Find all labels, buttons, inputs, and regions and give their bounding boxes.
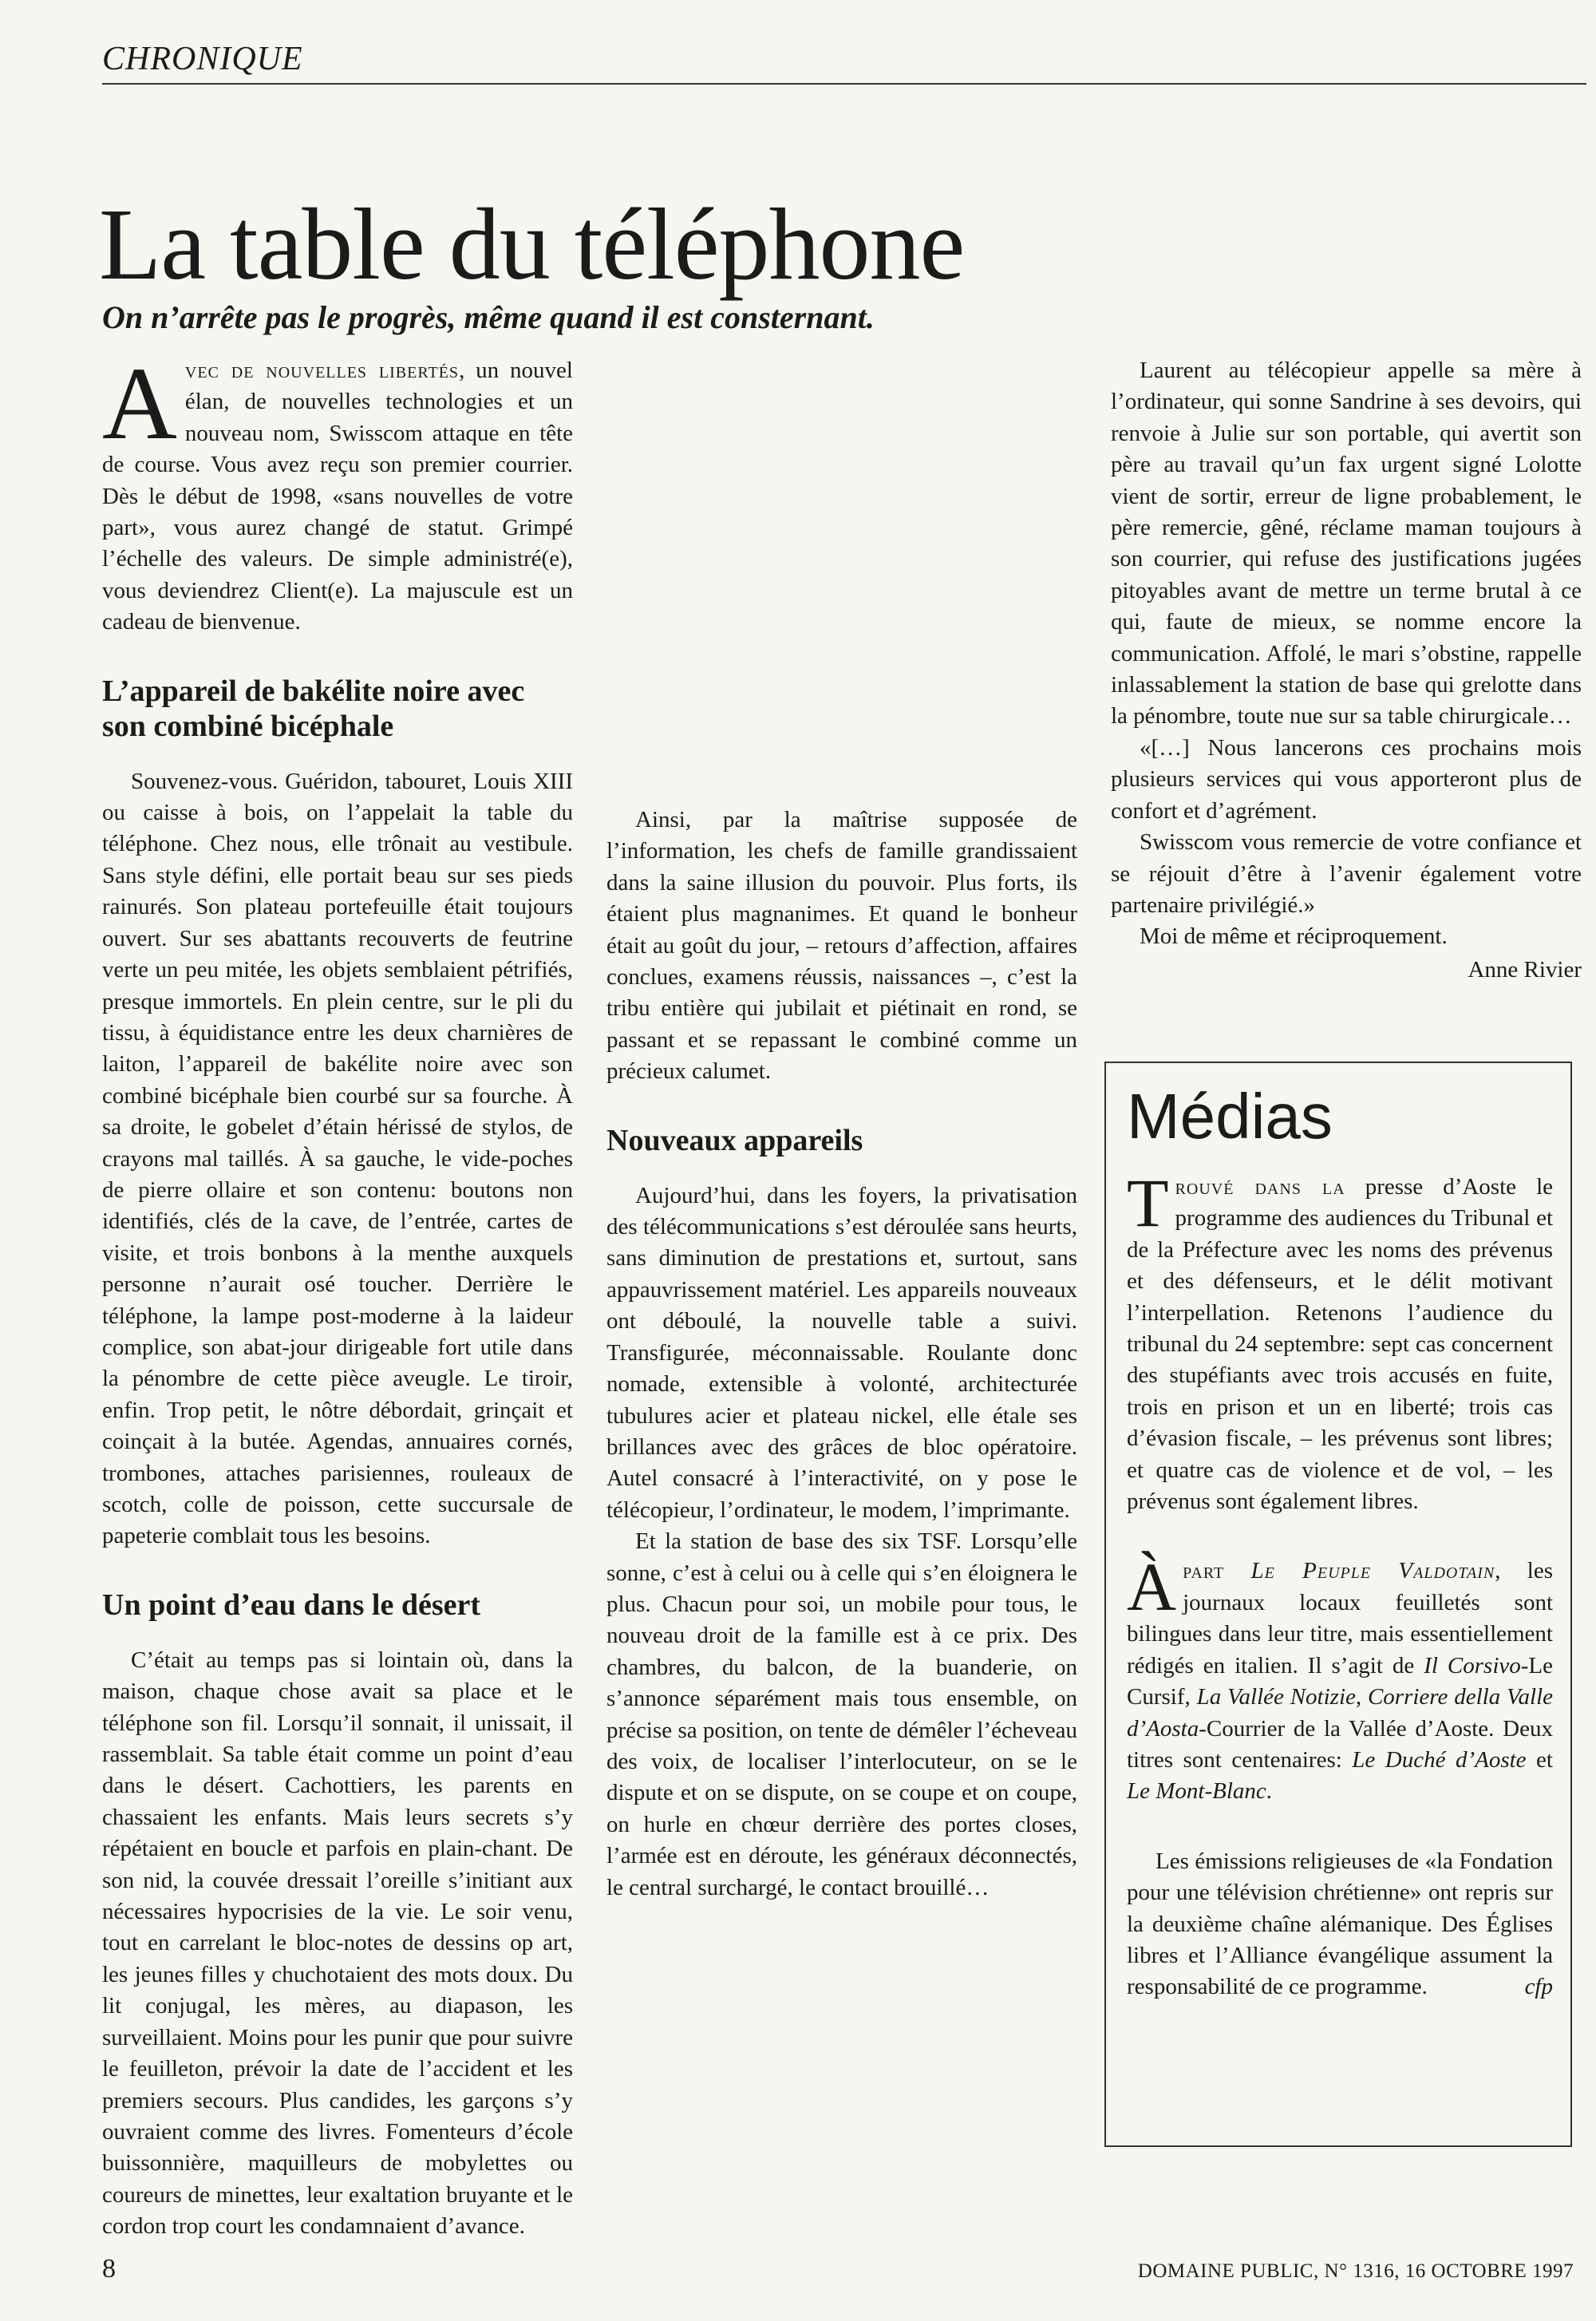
intro-small-caps: vec de nouvelles libertés [184,358,460,383]
article-subtitle: On n’arrête pas le progrès, même quand il est consternant. [102,299,875,335]
section-heading: L’appareil de bakélite noire avec son combiné bicéphale [102,674,525,743]
box-credit: cfp [1524,1974,1553,2000]
publication-footer: DOMAINE PUBLIC, N° 1316, 16 OCTOBRE 1997 [1137,2260,1574,2282]
paragraph: Laurent au télécopieur appelle sa mère à l’ordinateur, qui sonne Sandrine à ses devoirs, qui renvoie à Julie sur son portable, qui avertit son père au travail qu’un fax urgent signé Lolotte vient de sortir, erreur de ligne probablement, le père remercie, gêné, réclame maman toujours à son courrier, qui refuse des justifications jugées pitoyables avant de mettre un terme brutal à ce qui, faute de mieux, se nomme encore la communication. Affolé, le mari s’obstine, rappelle inlassablement la station de base qui grelotte dans la pénombre, toute nue sur sa table chirurgicale… [1111,358,1582,730]
newspaper-title: Le Peuple Valdotain [1250,1558,1495,1584]
article-title: La table du téléphone [99,187,965,301]
drop-cap: A [102,346,177,461]
intro-paragraph [102,346,573,639]
paragraph: Et la station de base des six TSF. Lorsqu’elle sonne, c’est à celui ou à celle qui s’en éloignera le plus. Chacun pour soi, un mobile pour tous, le nouveau droit de la famille est à ce prix. Des chambres, du balcon, de la buanderie, on s’annonce séparément mais tous ensemble, on précise sa position, on tente de démêler l’écheveau des voix, de localiser l’interlocuteur, on se le dispute et on se dispute, on se coupe et on coupe, on hurle en chœur derrière des portes closes, l’armée est en déroute, les généraux déconnectés, le central surchargé, le contact brouillé… [606,1528,1077,1900]
box-text: presse d’Aoste le programme des audiences du Tribunal et de la Préfecture avec les noms des prévenus et des défenseurs, et le délit motivant l’interpellation. Retenons l’audience du tribunal du 24 septembre: sept cas concernent des stupéfiants avec trois accusés en fuite, trois en prison et un en liberté; trois cas d’évasion fiscale, – les prévenus sont libres; et quatre cas de violence et de vol, – les prévenus sont également libres. [1127,1174,1553,1515]
small-caps: rouvé dans la [1175,1174,1345,1200]
paragraph: Ainsi, par la maîtrise supposée de l’information, les chefs de famille grandissaient dans la saine illusion du pouvoir. Plus forts, ils étaient plus magnanimes. Et quand le bonheur était au goût du jour, – retours d’affection, affaires conclues, examens réussis, naissances –, c’est la tribu entière qui jubilait et piétinait en rond, se passant et se repassant le combiné comme un précieux calumet. [606,807,1077,1085]
rubric: CHRONIQUE [102,41,303,77]
box-text: et [1526,1746,1553,1773]
box-paragraph [1127,1846,1553,2003]
paragraph: Aujourd’hui, dans les foyers, la privatisation des télécommunications s’est déroulée sans heurts, sans diminution de prestations et, surtout, sans appauvrissement matériel. Les appareils nouveaux ont déboulé, la nouvelle table a suivi. Transfigurée, méconnaissable. Roulante donc nomade, extensible à volonté, architecturée tubulures acier et plateau nickel, elle étale ses brillances avec des grâces de bloc opératoire. Autel consacré à l’interactivité, on y pose le télécopieur, l’ordinateur, le modem, l’imprimante. [606,1182,1077,1523]
newspaper-title: Le Duché d’Aoste [1352,1746,1527,1773]
drop-cap: À [1127,1548,1177,1626]
box-text: , les journaux locaux feuilletés sont bilingues dans leur titre, mais essentiellement rédigés en italien. Il s’agit de [1127,1558,1553,1678]
newspaper-title: La Vallée Notizie, Corriere della Valle d’Aosta [1127,1684,1553,1742]
intro-text: , un nouvel élan, de nouvelles technologies et un nouveau nom, Swisscom attaque en tête de course. Vous avez reçu son premier courrier. Dès le début de 1998, «sans nouvelles de votre part», vous aurez changé de statut. Grimpé l’échelle des valeurs. De simple administré(e), vous deviendrez Client(e). La majuscule est un cadeau de bienvenue. [102,358,573,635]
newspaper-title: Le Mont-Blanc [1127,1778,1266,1805]
paragraph: Souvenez-vous. Guéridon, tabouret, Louis XIII ou caisse à bois, on l’appelait la table du téléphone. Chez nous, elle trônait au vestibule. Sans style défini, elle portait beau sur ses pieds rainurés. Son plateau portefeuille était toujours ouvert. Sur ses abattants recouverts de feutrine verte un peu mitée, les objets semblaient pétrifiés, presque immortels. En plein centre, sur le pli du tissu, à équidistance entre les deux charnières de laiton, l’appareil de bakélite noire avec son combiné bicéphale bien courbé sur sa fourche. À sa droite, le gobelet d’étain hérissé de stylos, de crayons mal taillés. À sa gauche, le vide-poches de pierre ollaire et son contenu: boutons non identifiés, clés de la cave, de l’entrée, cartes de visite, et trois bonbons à la menthe auxquels personne n’aurait osé toucher. Derrière le téléphone, la lampe post-moderne à la laideur complice, son abat-jour dirigeable fort utile dans la pénombre de cette pièce aveugle. Le tiroir, enfin. Trop petit, le nôtre débordait, grinçait et coinçait à la butée. Agendas, annuaires cornés, trombones, attaches parisiennes, rouleaux de scotch, colle de poisson, cette succursale de papeterie comblait tous les besoins. [102,768,573,1549]
column-1 [102,346,573,2243]
box-text: -Courrier de la Vallée d’Aoste. Deux titres sont centenaires: [1127,1715,1553,1773]
box-text: . [1266,1778,1273,1805]
box-paragraph [1127,1548,1554,1807]
column-2 [606,805,1077,1904]
small-caps: part [1183,1558,1225,1584]
paragraph: C’était au temps pas si lointain où, dans la maison, chaque chose avait sa place et le téléphone son fil. Lorsqu’il sonnait, il unissait, il rassemblait. Sa table était comme un point d’eau dans le désert. Cachottiers, les parents en chassaient les enfants. Mais leurs secrets s’y répétaient en boucle et parfois en plain-chant. De son nid, la couvée dressait l’oreille s’initiant aux nécessaires hypocrisies de la vie. Le soir venu, tout en carrelant le bloc-notes de dessins op art, les jeunes filles y chuchotaient des mots doux. Du lit conjugal, les mères, au diapason, les surveillaient. Moins pour les punir que pour suivre le feuilleton, prévoir la date de l’accident et les premiers secours. Plus candides, les garçons s’y ouvraient comme des livres. Fomenteurs d’école buissonnière, maquilleurs de mobylettes ou coureurs de minettes, leur exaltation bruyante et le cordon trop court les condamnaient d’avance. [102,1647,573,2240]
column-3-text [1111,355,1582,986]
newspaper-title: Il Corsivo [1424,1652,1521,1678]
medias-box [1104,1062,1572,2147]
box-paragraph [1127,1164,1553,1517]
paragraph: Swisscom vous remercie de votre confiance et se réjouit d’être à l’avenir également votre partenaire privilégié.» [1111,829,1582,918]
author-signature: Anne Rivier [1468,956,1582,983]
header-rule [102,83,1586,85]
paragraph: «[…] Nous lancerons ces prochains mois plusieurs services qui vous apporteront plus de confort et d’agrément. [1111,734,1582,824]
box-title: Médias [1127,1081,1333,1152]
section-heading: Nouveaux appareils [606,1123,863,1157]
page-number: 8 [102,2254,116,2283]
paragraph: Moi de même et réciproquement. [1140,923,1448,950]
box-text: Les émissions religieuses de «la Fondation pour une télévision chrétienne» ont repris sur la deuxième chaîne alémanique. Des Églises libres et l’Alliance évangélique assument la responsabilité de ce programme. [1127,1848,1553,2000]
section-heading: Un point d’eau dans le désert [102,1588,480,1622]
drop-cap: T [1127,1164,1169,1241]
box-text: -Le Cursif, [1127,1652,1554,1710]
